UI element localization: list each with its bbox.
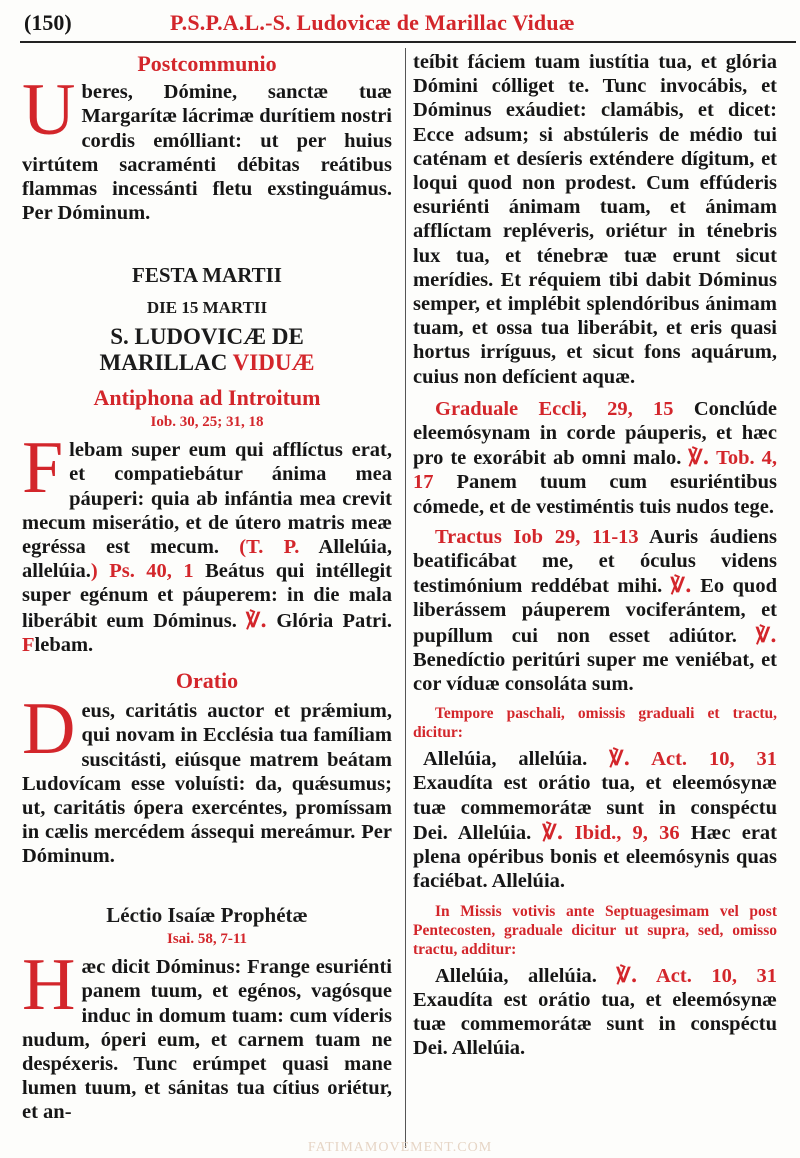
votive-alleluia: Allelúia, allelúia. ℣. Act. 10, 31 Exaudíta est orátio tua, et eleemósynæ tuæ commemorátæ sunt in conspéctu Dei. Allelúia.: [413, 962, 777, 1060]
page-number: (150): [24, 10, 72, 35]
right-column: [413, 50, 777, 1060]
tractus-label: Tractus Iob 29, 11-13: [435, 525, 639, 548]
left-column: [22, 50, 392, 1125]
graduale-text: Graduale Eccli, 29, 15 Conclúde eleemósynam in corde páuperis, et hæc pro te exorábit ab omni malo. ℣. Tob. 4, 17 Panem tuum cum esuriéntibus cómede, et de vestiméntis tuis nudos tege.: [413, 397, 777, 518]
versicle-symbol: ℣.: [616, 962, 638, 987]
column-divider: [405, 48, 406, 1148]
versicle-symbol: ℣.: [670, 573, 692, 598]
running-title: P.S.P.A.L.-S. Ludovicæ de Marillac Viduæ: [170, 10, 575, 35]
versicle-symbol: ℣.: [688, 445, 710, 470]
versicle-symbol: ℣.: [542, 819, 564, 844]
drop-cap-h: H: [22, 944, 76, 1027]
page-header: [0, 0, 800, 42]
introit-text: Flebam super eum qui afflíctus erat, et compatiebátur ánima mea páuperi: quia ab infántia mea crevit mecum miserátio, et de útero matris meæ egréssa est mecum. (T. P. Allelúia, allelúia.) Ps. 40, 1 Beátus qui intéllegit super egénum et páuperem: in die mala liberábit eum Dóminus. ℣. Glória Patri. Flebam.: [22, 427, 393, 656]
votive-rubric: In Missis votivis ante Septuagesimam vel post Pentecosten, graduale dicitur ut supra, sed, omisso tractu, additur:: [413, 902, 777, 958]
paschal-alleluia: Allelúia, allelúia. ℣. Act. 10, 31 Exaudíta est orátio tua, et eleemósynæ tuæ commemorátæ sunt in conspéctu Dei. Allelúia. ℣. Ibid., 9, 36 Hæc erat plena opéribus bonis et eleemósynis quas faciébat. Allelúia.: [413, 746, 777, 893]
watermark: FATIMAMOVEMENT.COM: [307, 1140, 493, 1155]
graduale-label: Graduale Eccli, 29, 15: [435, 397, 674, 420]
lectio-text: Hæc dicit Dóminus: Frange esuriénti panem tuum, et egénos, vagósque induc in domum tuam: cum víderis nudum, óperi eum, et carnem tuam ne despéxeris. Tunc erúmpet quasi mane lumen tuum, et sánitas tua cítius oriétur, et an-: [22, 944, 392, 1124]
drop-cap-u: U: [22, 69, 76, 152]
lectio-heading: Léctio Isaíæ Prophétæ: [106, 902, 308, 927]
feast-title: FESTA MARTII: [132, 263, 282, 288]
oratio-heading: Oratio: [175, 668, 239, 694]
feast-date: DIE 15 MARTII: [146, 297, 268, 317]
drop-cap-f: F: [22, 427, 64, 510]
saint-name-line1: S. LUDOVICÆ DE: [110, 323, 304, 349]
header-rule: [20, 41, 796, 43]
oratio-text: Deus, caritátis auctor et prǽmium, qui novam in Ecclésia tua famíliam suscitásti, eiúsque matrem beátam Ludovícam esse voluísti: da, quǽsumus; ut, caritátis ópera exercéntes, promíssam in cælis mercédem ássequi mereámur. Per Dóminum.: [22, 688, 392, 868]
lectio-continuation: teíbit fáciem tuam iustítia tua, et glória Dómini cólliget te. Tunc invocábis, et Dóminus exáudiet: clamábis, et dicet: Ecce adsum; si abstúleris de médio tui caténam et desíeris exténdere dígitum, et loqui quod non prodest. Cum effúderis esuriénti ánimam tuam, et ánimam afflíctam repléveris, oriétur in ténebris lux tua, et ténebræ tuæ erunt sicut merídies. Et réquiem tibi dabit Dóminus semper, et implébit splendóribus ánimam tuam, et ossa tua liberábit, et eris quasi hortus irríguus, et sicut fons aquárum, cuius non defícient aquæ.: [413, 51, 777, 388]
versicle-symbol: ℣.: [246, 607, 268, 632]
introit-reference: Iob. 30, 25; 31, 18: [150, 414, 264, 431]
tractus-text: Tractus Iob 29, 11-13 Auris áudiens beatificábat me, et óculus videns testimónium reddébat mihi. ℣. Eo quod liberássem páuperem vociferántem, et pupíllum cui non esset adiútor. ℣. Benedíctio peritúri super me veniébat, et cor víduæ consoláta sum.: [413, 525, 777, 696]
paschal-rubric: Tempore paschali, omissis graduali et tractu, dicitur:: [413, 705, 777, 742]
postcommunio-heading: Postcommunio: [137, 51, 277, 76]
versicle-symbol: ℣.: [609, 746, 631, 771]
versicle-symbol: ℣.: [755, 622, 777, 647]
lectio-reference: Isai. 58, 7-11: [166, 930, 247, 947]
drop-cap-d: D: [22, 688, 76, 771]
postcommunio-text: Uberes, Dómine, sanctæ tuæ Margarítæ lácrimæ durítiem nostri cordis emólliant: ut per huius virtútem sacraménti débitas reátibus flammas incessánti fletu exstinguámus. Per Dóminum.: [22, 69, 392, 225]
saint-name-line2: MARILLAC VIDUÆ: [99, 349, 315, 375]
introit-heading: Antiphona ad Introitum: [93, 384, 321, 410]
